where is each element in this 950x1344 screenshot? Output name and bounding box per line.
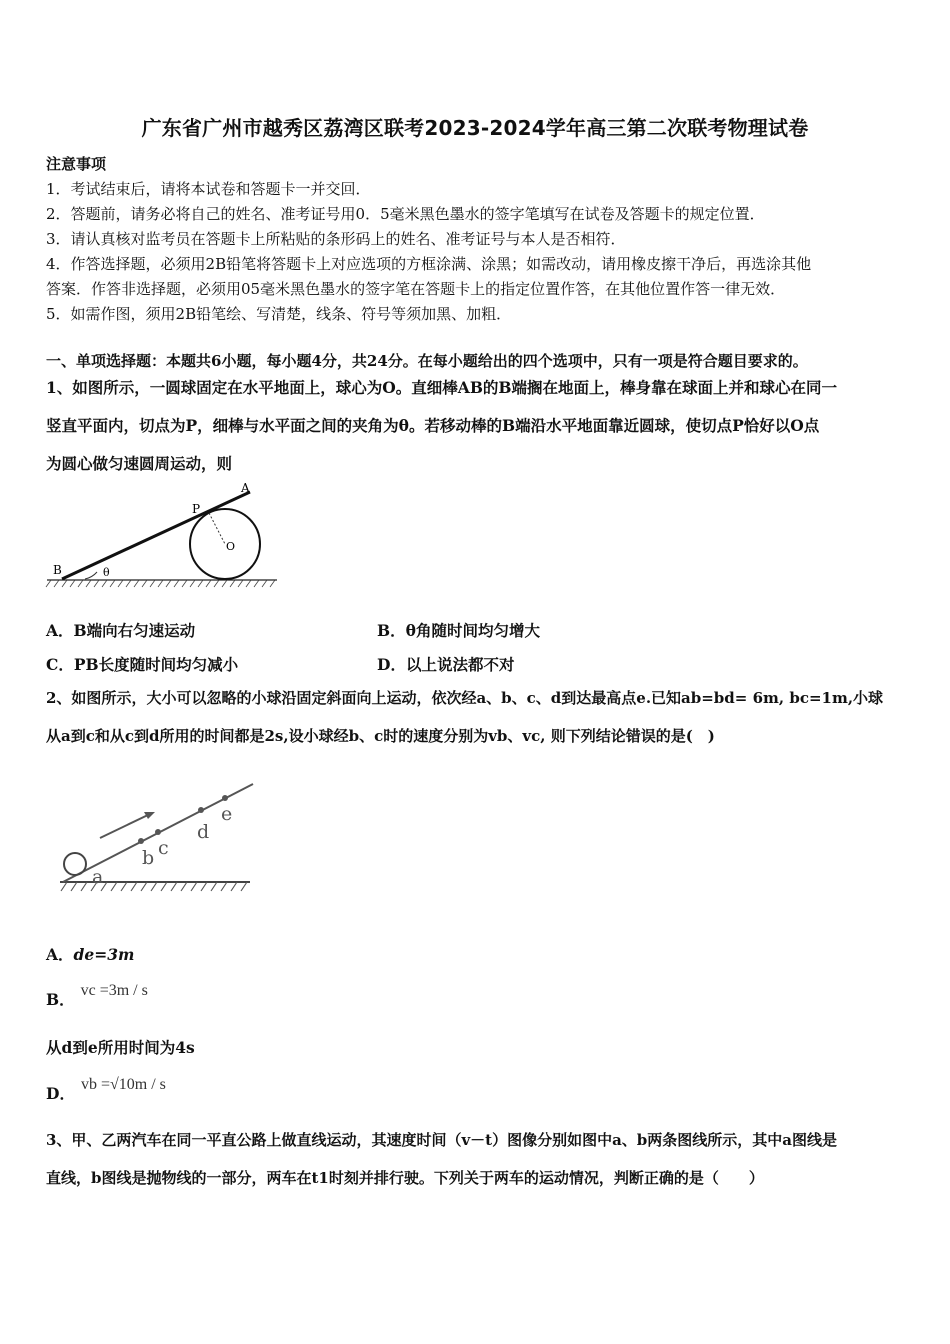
label-b: B: [53, 563, 62, 577]
label-e: e: [221, 803, 233, 825]
q3-stem-line-2: 直线，b图线是抛物线的一部分，两车在t1时刻并排行驶。下列关于两车的运动情况，判断正确的是（ ）: [46, 1169, 764, 1187]
q3-stem-line-1: 3、甲、乙两汽车在同一平直公路上做直线运动，其速度时间（v－t）图像分别如图中a、b两条图线所示，其中a图线是: [46, 1131, 838, 1149]
notice-item-1: 1．考试结束后，请将本试卷和答题卡一并交回．: [46, 180, 371, 198]
q2-option-a: [46, 943, 134, 965]
rod-ab: [62, 492, 250, 579]
q2-option-d-formula: vb =√10m / s: [80, 1076, 166, 1093]
q1-figure: [45, 480, 285, 590]
notice-item-3: 3．请认真核对监考员在答题卡上所粘贴的条形码上的姓名、准考证号与本人是否相符．: [46, 230, 626, 248]
q2-stem-line-2: 从a到c和从c到d所用的时间都是2s,设小球经b、c时的速度分别为vb、vc, 则下列结论错误的是( ): [46, 727, 715, 745]
q2-option-a-label: A．: [46, 945, 74, 964]
notice-item-5: 5．如需作图，须用2B铅笔绘、写清楚，线条、符号等须加黑、加粗．: [46, 305, 512, 323]
q1-stem-line-2: 竖直平面内，切点为P，细棒与水平面之间的夹角为θ。若移动棒的B端沿水平地面靠近圆球，使切点P恰好以O点: [46, 416, 820, 435]
q2-option-b: [46, 978, 148, 1009]
q1-option-d: D．以上说法都不对: [377, 655, 515, 674]
notice-item-4-cont: 答案．作答非选择题，必须用05毫米黑色墨水的签字笔在答题卡上的指定位置作答，在其他位置作答一律无效．: [46, 280, 786, 298]
notice-item-4: 4．作答选择题，必须用2B铅笔将答题卡上对应选项的方框涂满、涂黑；如需改动，请用橡皮擦干净后，再选涂其他: [46, 255, 812, 273]
label-b: b: [142, 847, 155, 869]
section-heading: 一、单项选择题：本题共6小题，每小题4分，共24分。在每小题给出的四个选项中，只有一项是符合题目要求的。: [46, 352, 808, 370]
q2-option-b-formula: vc =3m / s: [80, 982, 148, 999]
q1-option-a: A．B端向右匀速运动: [46, 621, 196, 640]
label-a: a: [92, 866, 104, 888]
q1-stem-line-1: 1、如图所示，一圆球固定在水平地面上，球心为O。直细棒AB的B端搁在地面上，棒身靠在球面上并和球心在同一: [46, 378, 838, 397]
label-a: A: [241, 481, 250, 495]
q2-figure: [55, 778, 255, 898]
q2-option-a-text: de=3m: [73, 945, 135, 964]
q2-option-d: [46, 1072, 166, 1103]
notice-heading: 注意事项: [46, 155, 107, 173]
motion-arrow: [100, 814, 150, 838]
q1-stem-line-3: 为圆心做匀速圆周运动，则: [46, 454, 233, 473]
q2-option-c: 从d到e所用时间为4s: [46, 1038, 195, 1057]
q1-option-b: B．θ角随时间均匀增大: [377, 621, 540, 640]
q2-stem-line-1: 2、如图所示，大小可以忽略的小球沿固定斜面向上运动，依次经a、b、c、d到达最高点e.已知ab=bd= 6m, bc=1m,小球: [46, 689, 884, 707]
q1-option-c: C．PB长度随时间均匀减小: [46, 655, 239, 674]
label-c: c: [158, 837, 169, 859]
page-title: 广东省广州市越秀区荔湾区联考2023-2024学年高三第二次联考物理试卷: [141, 116, 809, 140]
label-d: d: [197, 821, 210, 843]
ball: [64, 853, 86, 875]
q2-option-d-label: D．: [46, 1084, 75, 1103]
label-o: O: [226, 540, 236, 553]
label-p: P: [192, 502, 201, 516]
notice-item-2: 2．答题前，请务必将自己的姓名、准考证号用0．5毫米黑色墨水的签字笔填写在试卷及答题卡的规定位置．: [46, 205, 765, 223]
label-theta: θ: [103, 566, 110, 579]
q2-option-b-label: B．: [46, 990, 75, 1009]
